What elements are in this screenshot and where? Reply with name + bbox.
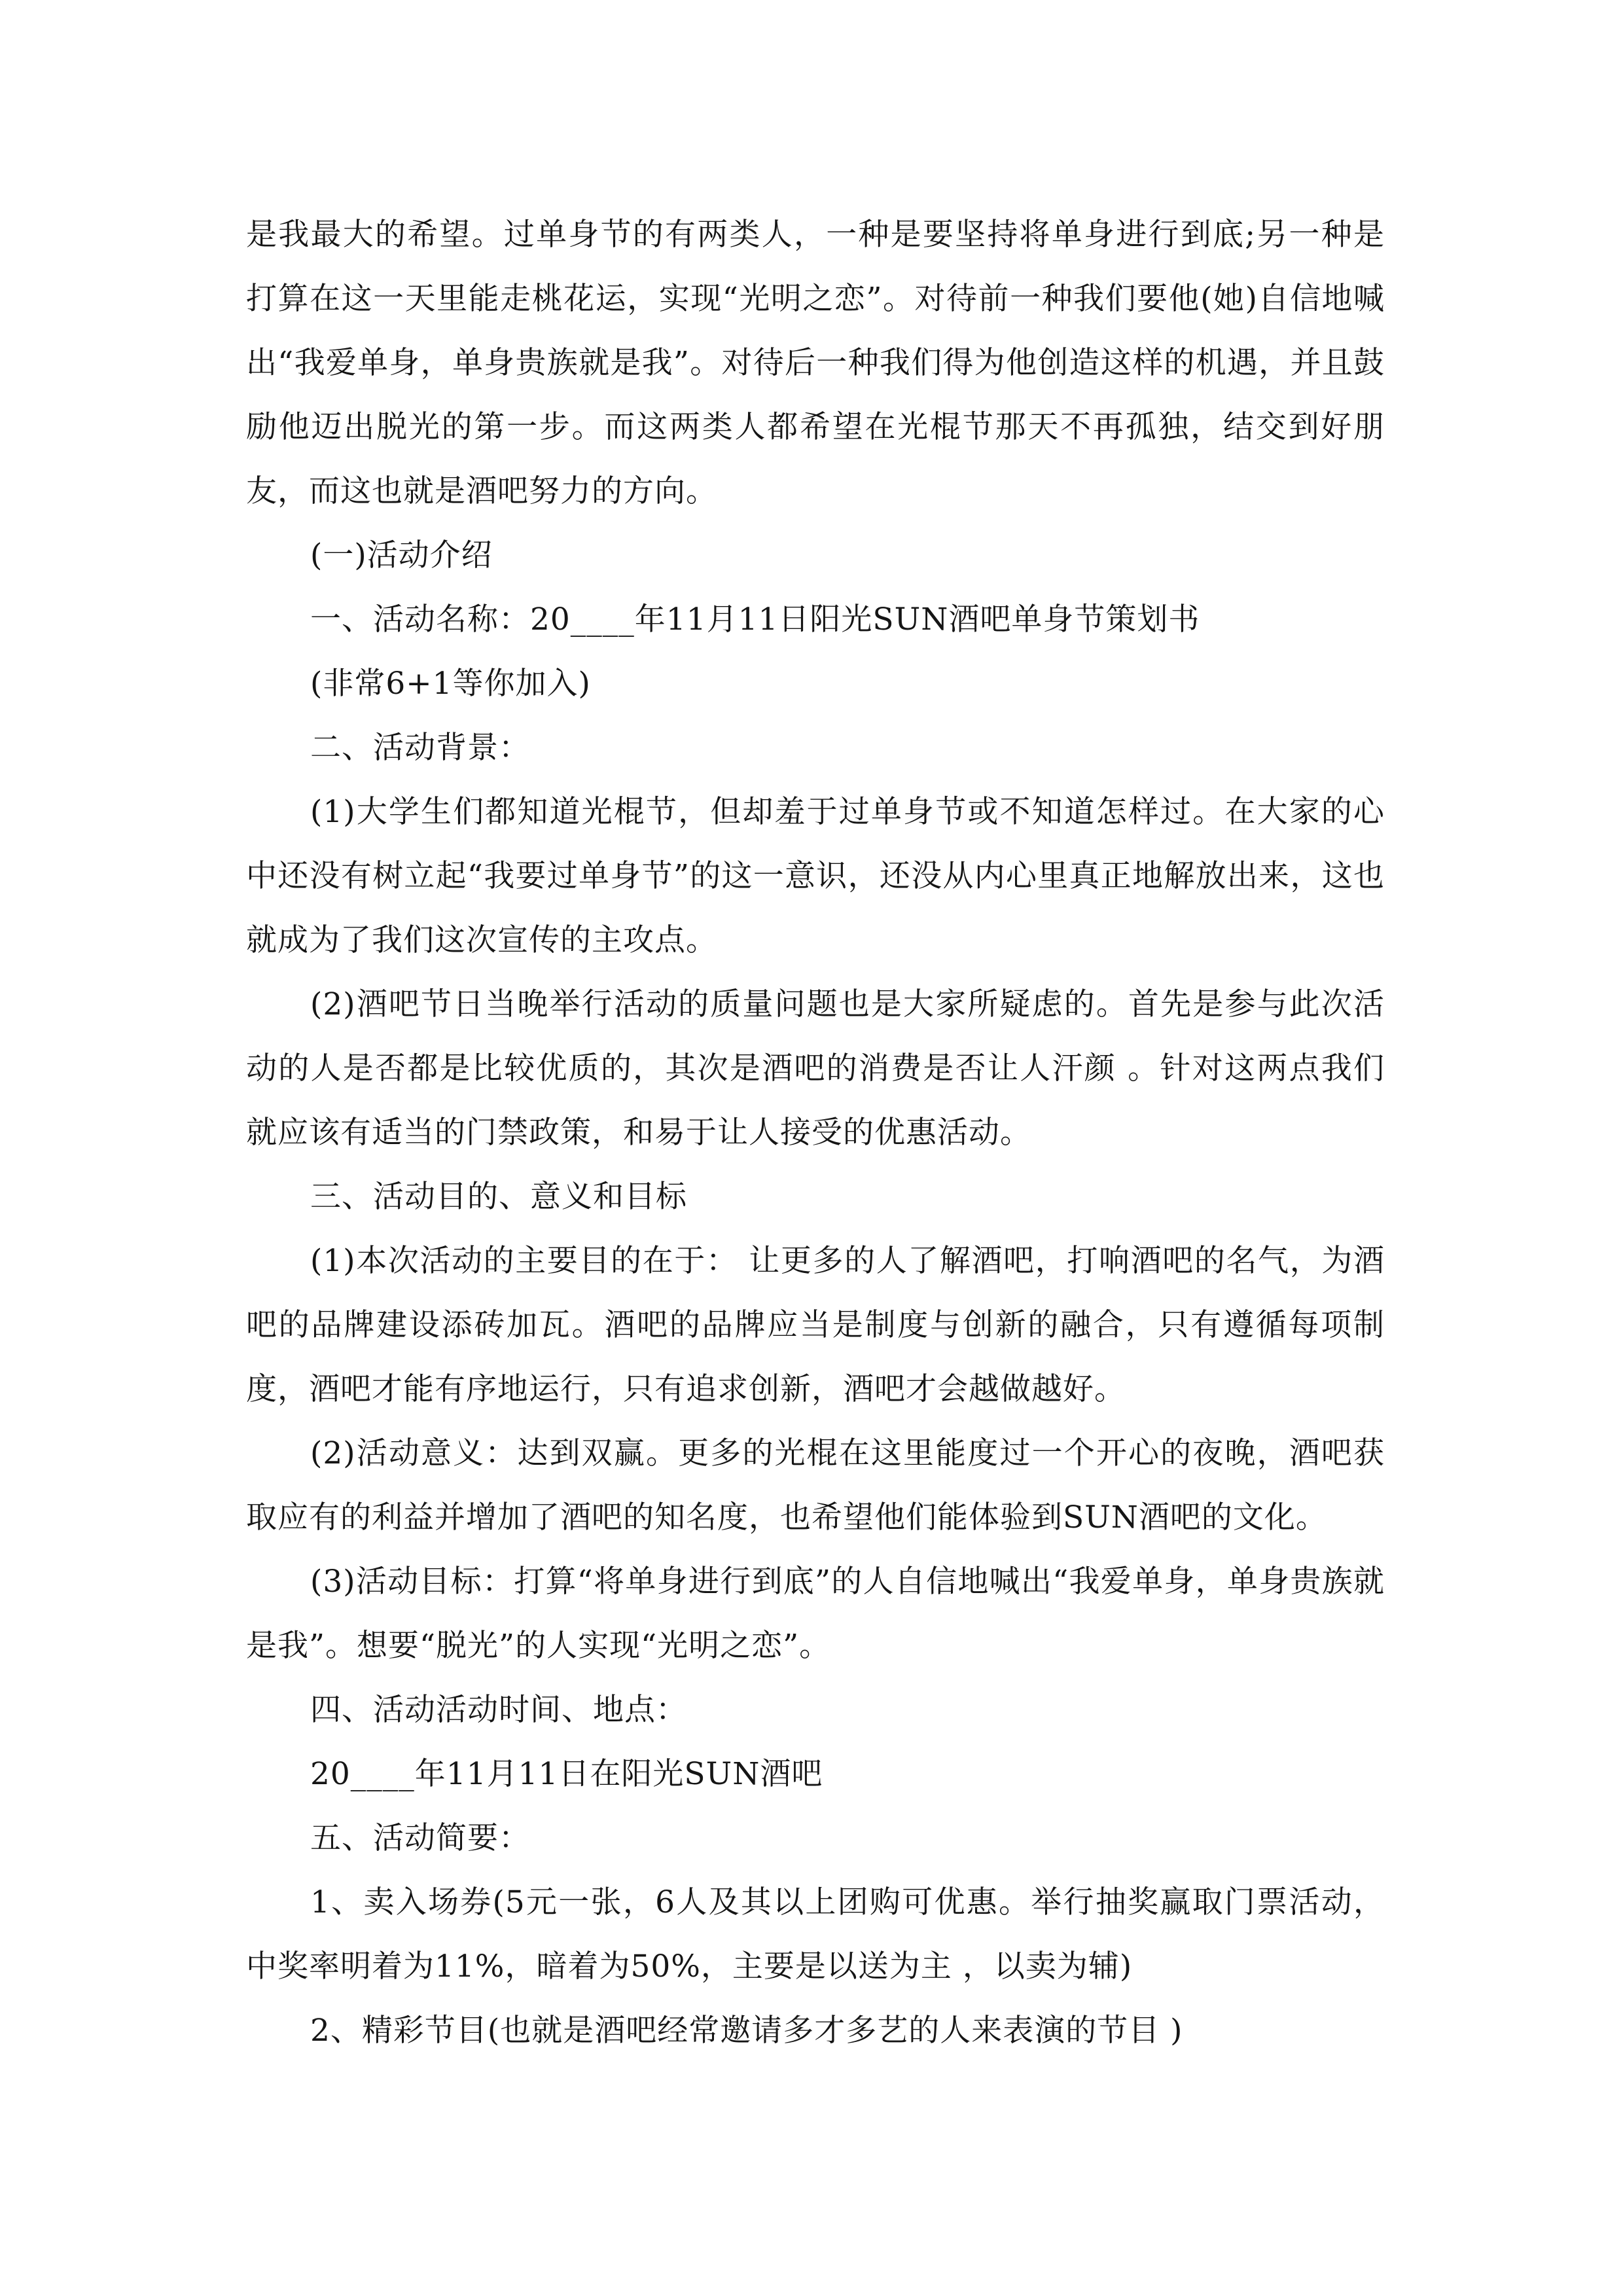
body-paragraph: (2)活动意义：达到双赢。更多的光棍在这里能度过一个开心的夜晚，酒吧获取应有的利益并增加了酒吧的知名度，也希望他们能体验到SUN酒吧的文化。 (246, 1435, 1385, 1535)
section-heading: (一)活动介绍 (310, 537, 493, 573)
section-heading: 四、活动活动时间、地点： (310, 1692, 687, 1728)
section-heading: 三、活动目的、意义和目标 (310, 1179, 687, 1215)
date-location-line: 20____年11月11日在阳光SUN酒吧 (310, 1756, 823, 1792)
section-heading: 五、活动简要： (310, 1820, 530, 1856)
body-paragraph: 是我最大的希望。过单身节的有两类人，一种是要坚持将单身进行到底;另一种是打算在这一天里能走桃花运，实现“光明之恋”。对待前一种我们要他(她)自信地喊出“我爱单身，单身贵族就是我”。对待后一种我们得为他创造这样的机遇，并且鼓励他迈出脱光的第一步。而这两类人都希望在光棍节那天不再孤独，结交到好朋友，而这也就是酒吧努力的方向。 (246, 217, 1385, 509)
document-body (246, 203, 1385, 2063)
body-paragraph: (3)活动目标：打算“将单身进行到底”的人自信地喊出“我爱单身，单身贵族就是我”。想要“脱光”的人实现“光明之恋”。 (246, 1564, 1385, 1664)
list-item: 2、精彩节目(也就是酒吧经常邀请多才多艺的人来表演的节目 ) (310, 2013, 1183, 2049)
activity-name-line: 一、活动名称：20____年11月11日阳光SUN酒吧单身节策划书 (310, 601, 1200, 637)
list-item: 1、卖入场券(5元一张，6人及其以上团购可优惠。举行抽奖赢取门票活动，中奖率明着为11%，暗着为50%，主要是以送为主 ，以卖为辅) (246, 1884, 1385, 1984)
section-heading: 二、活动背景： (310, 730, 530, 766)
body-paragraph: (1)大学生们都知道光棍节，但却羞于过单身节或不知道怎样过。在大家的心中还没有树立起“我要过单身节”的这一意识，还没从内心里真正地解放出来，这也就成为了我们这次宣传的主攻点。 (246, 794, 1385, 958)
body-paragraph: (1)本次活动的主要目的在于： 让更多的人了解酒吧，打响酒吧的名气，为酒吧的品牌建设添砖加瓦。酒吧的品牌应当是制度与创新的融合，只有遵循每项制度，酒吧才能有序地运行，只有追求创新，酒吧才会越做越好。 (246, 1243, 1385, 1407)
body-paragraph: (2)酒吧节日当晚举行活动的质量问题也是大家所疑虑的。首先是参与此次活动的人是否都是比较优质的，其次是酒吧的消费是否让人汗颜 。针对这两点我们就应该有适当的门禁政策，和易于让人接受的优惠活动。 (246, 986, 1385, 1151)
subtitle-line: (非常6+1等你加入) (310, 666, 591, 702)
